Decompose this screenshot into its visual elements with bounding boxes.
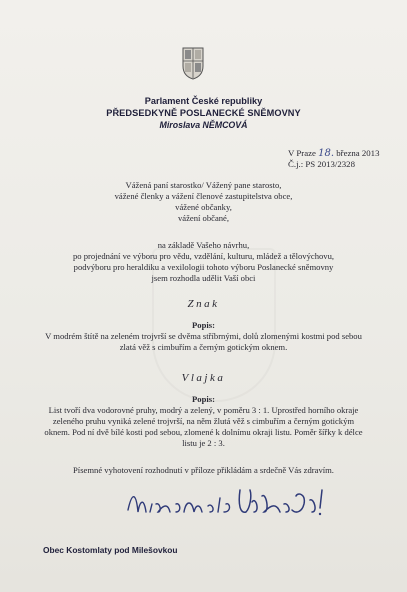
- znak-description-line: zlatá věž s cimbuřím a černým gotickým oknem.: [119, 342, 288, 352]
- office-title: PŘEDSEDKYNĚ POSLANECKÉ SNĚMOVNY: [106, 108, 301, 118]
- vlajka-title: Vlajka: [181, 372, 226, 384]
- znak-description-line: V modrém štítě na zeleném trojvrší se dvěma stříbrnými, dolů zlomenými kostmi pod sebou: [45, 331, 362, 341]
- intro-line: na základě Vašeho návrhu,: [157, 240, 250, 250]
- vlajka-description-line: listu je 2 : 3.: [182, 438, 225, 448]
- recipient-name: Obec Kostomlaty pod Milešovkou: [43, 545, 178, 555]
- vlajka-description-line: zeleného pruhu vyniká zelené trojvrší, na něm žlutá věž s cimbuřím a černým gotickým: [52, 416, 355, 426]
- znak-title: Znak: [187, 298, 220, 310]
- intro-line: jsem rozhodla udělit Vaší obci: [151, 273, 256, 283]
- date-block: [288, 148, 379, 169]
- salutation-line: vážené občanky,: [175, 202, 232, 212]
- closing-line: Písemné vyhotovení rozhodnutí v příloze přikládám a srdečně Vás zdravím.: [73, 465, 334, 475]
- speaker-name: Miroslava NĚMCOVÁ: [159, 120, 248, 130]
- znak-popis-label: Popis:: [192, 320, 215, 330]
- handwritten-signature: [120, 482, 340, 522]
- state-emblem-icon: [181, 46, 205, 80]
- vlajka-description-line: List tvoří dva vodorovné pruhy, modrý a zelený, v poměru 3 : 1. Uprostřed horního okraje: [48, 405, 359, 415]
- salutation-line: vážené členky a vážení členové zastupitelstva obce,: [114, 191, 293, 201]
- vlajka-popis-label: Popis:: [192, 394, 215, 404]
- salutation-line: Vážená paní starostko/ Vážený pane starosto,: [125, 180, 282, 190]
- intro-line: podvýboru pro heraldiku a vexilologii tohoto výboru Poslanecké sněmovny: [73, 262, 334, 272]
- date-month-year: března 2013: [336, 148, 380, 158]
- date-day: 18.: [318, 148, 335, 159]
- salutation-line: vážení občané,: [177, 213, 230, 223]
- reference-number: Č.j.: PS 2013/2328: [288, 159, 355, 169]
- intro-line: po projednání ve výboru pro vědu, vzdělání, kulturu, mládež a tělovýchovu,: [72, 251, 335, 261]
- date-line: [288, 148, 379, 159]
- parliament-name: Parlament České republiky: [144, 96, 263, 106]
- vlajka-description-line: oknem. Pod ní dvě bílé kosti pod sebou, zlomené k dolnímu okraji listu. Poměr šířky k délce: [44, 427, 363, 437]
- date-prefix: V Praze: [288, 148, 316, 158]
